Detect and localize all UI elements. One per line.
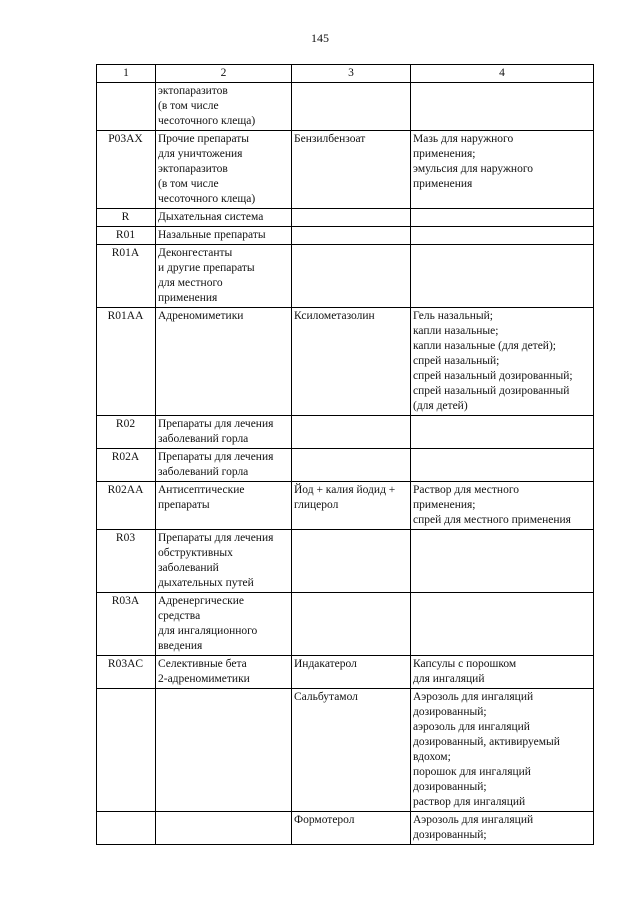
cell-line: для уничтожения	[158, 148, 243, 160]
cell-line: Селективные бета	[158, 658, 247, 670]
cell-line: применения;	[413, 499, 476, 511]
table-row	[97, 83, 594, 131]
table-row	[97, 209, 594, 227]
cell-line: Адреномиметики	[158, 310, 244, 322]
cell-line: заболеваний горла	[158, 433, 249, 445]
dosage-form-cell	[411, 812, 594, 845]
group-name-cell	[156, 530, 292, 593]
cell-line: (в том числе	[158, 100, 219, 112]
cell-line: Ксилометазолин	[294, 310, 375, 322]
cell-line: капли назальные;	[413, 325, 499, 337]
cell-line: заболеваний горла	[158, 466, 249, 478]
column-header: 3	[292, 65, 411, 83]
cell-line: средства	[158, 610, 201, 622]
dosage-form-cell	[411, 308, 594, 416]
cell-line: дозированный;	[413, 829, 487, 841]
substance-cell	[292, 656, 411, 689]
atc-code-cell	[97, 812, 156, 845]
group-name-cell	[156, 812, 292, 845]
cell-line: эмульсия для наружного	[413, 163, 534, 175]
substance-cell	[292, 131, 411, 209]
cell-line: (в том числе	[158, 178, 219, 190]
cell-line: (для детей)	[413, 400, 468, 412]
cell-line: Деконгестанты	[158, 247, 233, 259]
dosage-form-cell	[411, 416, 594, 449]
table-row	[97, 593, 594, 656]
table-row	[97, 416, 594, 449]
cell-line: применения;	[413, 148, 476, 160]
cell-line: дозированный;	[413, 781, 487, 793]
atc-code-cell: R03A	[97, 593, 156, 656]
group-name-cell	[156, 245, 292, 308]
cell-line: и другие препараты	[158, 262, 255, 274]
dosage-form-cell	[411, 83, 594, 131]
substance-cell	[292, 416, 411, 449]
cell-line: Сальбутамол	[294, 691, 358, 703]
group-name-cell	[156, 227, 292, 245]
atc-code-cell: R03AC	[97, 656, 156, 689]
substance-cell	[292, 593, 411, 656]
cell-line: Формотерол	[294, 814, 355, 826]
cell-line: эктопаразитов	[158, 85, 228, 97]
cell-line: 2-адреномиметики	[158, 673, 250, 685]
group-name-cell	[156, 416, 292, 449]
atc-code-cell: R03	[97, 530, 156, 593]
substance-cell	[292, 308, 411, 416]
substance-cell	[292, 530, 411, 593]
dosage-form-cell	[411, 689, 594, 812]
cell-line: препараты	[158, 499, 210, 511]
dosage-form-cell	[411, 593, 594, 656]
column-header: 4	[411, 65, 594, 83]
substance-cell	[292, 482, 411, 530]
cell-line: Бензилбензоат	[294, 133, 366, 145]
atc-code-cell: R01	[97, 227, 156, 245]
cell-line: Назальные препараты	[158, 229, 266, 241]
group-name-cell	[156, 689, 292, 812]
cell-line: Адренергические	[158, 595, 245, 607]
substance-cell	[292, 812, 411, 845]
dosage-form-cell	[411, 656, 594, 689]
group-name-cell	[156, 308, 292, 416]
cell-line: спрей назальный;	[413, 355, 500, 367]
substance-cell	[292, 83, 411, 131]
group-name-cell	[156, 449, 292, 482]
group-name-cell	[156, 656, 292, 689]
table-row	[97, 308, 594, 416]
cell-line: Индакатерол	[294, 658, 357, 670]
cell-line: для местного	[158, 277, 223, 289]
group-name-cell	[156, 482, 292, 530]
cell-line: Капсулы с порошком	[413, 658, 517, 670]
substance-cell	[292, 245, 411, 308]
cell-line: чесоточного клеща)	[158, 193, 256, 205]
cell-line: Раствор для местного	[413, 484, 519, 496]
cell-line: Препараты для лечения	[158, 418, 274, 430]
substance-cell	[292, 227, 411, 245]
cell-line: Мазь для наружного	[413, 133, 514, 145]
cell-line: введения	[158, 640, 203, 652]
cell-line: порошок для ингаляций	[413, 766, 531, 778]
cell-line: Аэрозоль для ингаляций	[413, 814, 534, 826]
dosage-form-cell	[411, 530, 594, 593]
cell-line: Аэрозоль для ингаляций	[413, 691, 534, 703]
dosage-form-cell	[411, 209, 594, 227]
dosage-form-cell	[411, 227, 594, 245]
cell-line: дыхательных путей	[158, 577, 254, 589]
table-row	[97, 812, 594, 845]
dosage-form-cell	[411, 482, 594, 530]
column-header: 2	[156, 65, 292, 83]
group-name-cell	[156, 83, 292, 131]
cell-line: дозированный, активируемый	[413, 736, 560, 748]
cell-line: раствор для ингаляций	[413, 796, 526, 808]
dosage-form-cell	[411, 245, 594, 308]
page-number: 145	[311, 31, 329, 45]
cell-line: применения	[158, 292, 218, 304]
drug-table	[96, 64, 594, 845]
cell-line: для ингаляционного	[158, 625, 258, 637]
atc-code-cell: P03AX	[97, 131, 156, 209]
table-row	[97, 227, 594, 245]
cell-line: применения	[413, 178, 473, 190]
cell-line: глицерол	[294, 499, 339, 511]
table-row	[97, 449, 594, 482]
cell-line: капли назальные (для детей);	[413, 340, 556, 352]
cell-line: обструктивных	[158, 547, 233, 559]
atc-code-cell: R02A	[97, 449, 156, 482]
cell-line: спрей назальный дозированный;	[413, 370, 573, 382]
table-row	[97, 530, 594, 593]
cell-line: Антисептические	[158, 484, 245, 496]
cell-line: чесоточного клеща)	[158, 115, 256, 127]
cell-line: Прочие препараты	[158, 133, 250, 145]
table-row	[97, 131, 594, 209]
table-row	[97, 689, 594, 812]
cell-line: Дыхательная система	[158, 211, 264, 223]
group-name-cell	[156, 593, 292, 656]
atc-code-cell	[97, 689, 156, 812]
cell-line: заболеваний	[158, 562, 219, 574]
cell-line: вдохом;	[413, 751, 451, 763]
group-name-cell	[156, 131, 292, 209]
dosage-form-cell	[411, 131, 594, 209]
table-row	[97, 656, 594, 689]
cell-line: спрей назальный дозированный	[413, 385, 570, 397]
substance-cell	[292, 689, 411, 812]
cell-line: Препараты для лечения	[158, 532, 274, 544]
atc-code-cell: R	[97, 209, 156, 227]
cell-line: аэрозоль для ингаляций	[413, 721, 530, 733]
table-row	[97, 245, 594, 308]
column-header: 1	[97, 65, 156, 83]
cell-line: для ингаляций	[413, 673, 485, 685]
atc-code-cell: R02AA	[97, 482, 156, 530]
atc-code-cell	[97, 83, 156, 131]
cell-line: эктопаразитов	[158, 163, 228, 175]
dosage-form-cell	[411, 449, 594, 482]
atc-code-cell: R01AA	[97, 308, 156, 416]
cell-line: спрей для местного применения	[413, 514, 571, 526]
cell-line: дозированный;	[413, 706, 487, 718]
atc-code-cell: R01A	[97, 245, 156, 308]
atc-code-cell: R02	[97, 416, 156, 449]
cell-line: Гель назальный;	[413, 310, 493, 322]
cell-line: Йод + калия йодид +	[294, 484, 396, 496]
table-row	[97, 482, 594, 530]
header-row	[97, 65, 594, 83]
cell-line: Препараты для лечения	[158, 451, 274, 463]
substance-cell	[292, 449, 411, 482]
group-name-cell	[156, 209, 292, 227]
substance-cell	[292, 209, 411, 227]
